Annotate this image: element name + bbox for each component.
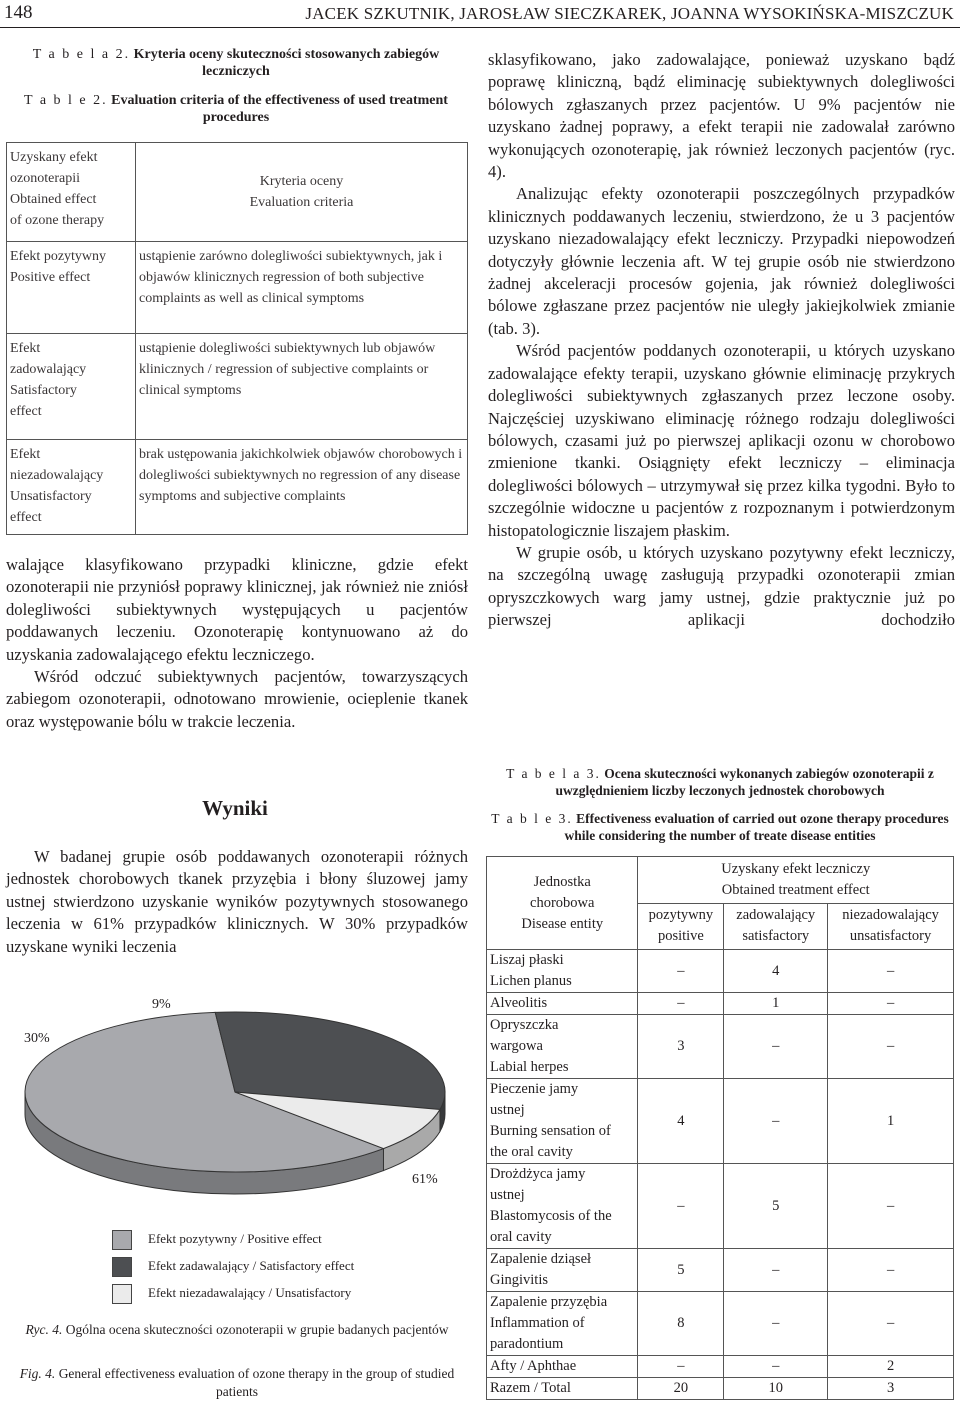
table3-value-cell: – (638, 1356, 724, 1378)
table2-title-pl: Kryteria oceny skuteczności stosowanych zabiegów leczniczych (133, 47, 440, 79)
paragraph: walające klasyfikowano przypadki kliniczne, gdzie efekt ozonoterapii nie przyniósł poprawy klinicznej, jak również nie zniósł dolegliwości subiektywnych występujących u pacjentów poddawanych leczeniu. Ozonoterapię kontynuowano aż do uzyskania zadowalającego efektu leczniczego. (6, 555, 468, 664)
table3-value-cell: 4 (724, 950, 828, 993)
table2-effect-cell: Efekt pozytywny Positive effect (7, 242, 136, 334)
table3-value-cell: – (638, 1164, 724, 1249)
left-text-block (6, 554, 468, 733)
table-row (487, 950, 954, 993)
paragraph: W badanej grupie osób poddawanych ozonoterapii różnych jednostek chorobowych tkanek przyzębia i błony śluzowej jamy ustnej stwierdzono uzyskanie wyników pozytywnych stosowanego leczenia w 61% przypadków klinicznych. W 30% przypadków uzyskane wyniki leczenia (6, 847, 468, 956)
pie-chart (0, 980, 470, 1210)
table2-effect-cell: Efekt zadowalający Satisfactory effect (7, 334, 136, 440)
table-row (7, 334, 468, 440)
table3-value-cell: 20 (638, 1378, 724, 1400)
pie-marks (25, 1012, 445, 1194)
table2-label-en: T a b l e 2. (24, 93, 108, 108)
table3-entity-cell: Zapalenie dziąseł Gingivitis (487, 1249, 638, 1292)
section-title-results: Wyniki (202, 796, 268, 820)
table2-label-pl: T a b e l a 2. (32, 47, 131, 62)
table3-entity-cell: Liszaj płaski Lichen planus (487, 950, 638, 993)
figure-label-pl: Ryc. 4. (25, 1322, 63, 1337)
running-header-authors: JACEK SZKUTNIK, JAROSŁAW SIECZKAREK, JOANNA WYSOKIŃSKA-MISZCZUK (305, 4, 954, 23)
table3-value-cell: – (724, 1015, 828, 1079)
table3-value-cell: 5 (638, 1249, 724, 1292)
table-row (487, 993, 954, 1015)
table2-header-row (7, 143, 468, 242)
table2-title-en: Evaluation criteria of the effectiveness of used treatment procedures (111, 93, 448, 125)
table3-value-cell: – (638, 950, 724, 993)
table-row (487, 1164, 954, 1249)
table3-value-cell: – (828, 1015, 954, 1079)
table3-value-cell: – (828, 950, 954, 993)
table3-value-cell: 3 (638, 1015, 724, 1079)
table3-value-cell: 5 (724, 1164, 828, 1249)
table3-effect-header: Uzyskany efekt leczniczy Obtained treatment effect (638, 857, 954, 904)
table3-value-cell: 3 (828, 1378, 954, 1400)
pie-label-positive: 61% (412, 1172, 438, 1187)
figure-caption-en: Fig. 4. General effectiveness evaluation of ozone therapy in the group of studied patients (19, 1366, 455, 1399)
table3-entity-cell: Opryszczka wargowa Labial herpes (487, 1015, 638, 1079)
table3-body (487, 950, 954, 1400)
table2-col2-header: Kryteria oceny Evaluation criteria (136, 143, 468, 242)
paragraph: sklasyfikowano, jako zadowalające, ponieważ uzyskano bądź poprawę kliniczną, bądź eliminację subiektywnych dolegliwości bólowych zgłaszanych przez pacjentów. U 9% pacjentów nie uzyskano żadnej poprawy, a efekt terapii nie zadowalał zarówno wykonujących ozonoterapię, jak również leczonych pacjentów (ryc. 4). (488, 50, 955, 182)
page-number: 148 (4, 2, 33, 23)
pie-label-satisfactory: 30% (24, 1031, 50, 1046)
table3-subheader-unsatisfactory: niezadowalający unsatisfactory (828, 903, 954, 950)
paragraph: Analizując efekty ozonoterapii poszczególnych przypadków klinicznych poddawanych leczeniu, stwierdzono, że u 3 pacjentów uzyskano niezadowalający efekt leczniczy. Przypadki niepowodzeń dotyczyły głównie leczenia aft. W tej grupie osób nie stwierdzono żadnej akceleracji procesów gojenia, jak również dolegliwości bólowe zgłaszane przez pacjentów nie uległy jakiejkolwiek zmianie (tab. 3). (488, 184, 955, 338)
table-row (487, 1378, 954, 1400)
legend-swatch-positive (112, 1230, 132, 1250)
table3-header-row (487, 857, 954, 904)
table2 (6, 142, 468, 535)
legend-text-positive: Efekt pozytywny / Positive effect (148, 1231, 322, 1246)
table-row (487, 1015, 954, 1079)
table3-entity-cell: Zapalenie przyzębia Inflammation of paradontium (487, 1292, 638, 1356)
table3-subheader-positive: pozytywny positive (638, 903, 724, 950)
table2-criteria-cell: ustąpienie zarówno dolegliwości subiektywnych, jak i objawów klinicznych regression of both subjective complaints as well as clinical symptoms (136, 242, 468, 334)
table3-entity-cell: Drożdżyca jamy ustnej Blastomycosis of the oral cavity (487, 1164, 638, 1249)
table3-value-cell: – (828, 1249, 954, 1292)
table3-label-en: T a b l e 3. (491, 811, 573, 826)
legend-swatch-satisfactory (112, 1257, 132, 1277)
table3-label-pl: T a b e l a 3. (506, 766, 601, 781)
table2-criteria-cell: brak ustępowania jakichkolwiek objawów chorobowych i dolegliwości subiektywnych no regression of any disease symptoms and subjective complaints (136, 440, 468, 535)
table3-value-cell: – (828, 1164, 954, 1249)
table-row (7, 440, 468, 535)
paragraph: W grupie osób, u których uzyskano pozytywny efekt leczniczy, na szczególną uwagę zasługują przypadki ozonoterapii zmian opryszczkowych warg jamy ustnej, gdzie praktycznie już po pierwszej aplikacji dochodziło (488, 542, 955, 630)
table2-caption-pl (6, 46, 466, 80)
table-row (7, 242, 468, 334)
table3-value-cell: 4 (638, 1079, 724, 1164)
paragraph: Wśród pacjentów poddanych ozonoterapii, u których uzyskano zadowalające efekty terapii, uzyskano głównie eliminację przykrych dolegliwości subiektywnych zgłaszanych przez leczone osoby. Najczęściej uzyskiwano eliminację różnego rodzaju dolegliwości bólowych, czasami już po pierwszej aplikacji ozonu w chorobowo zmienione tkanki. Osiągnięty efekt leczniczy – eliminacja dolegliwości bólowych – utrzymywał się przez kilka tygodni. Było to szczególnie widoczne u pacjentów z rozpoznanym i potwierdzonym histopatologicznie liszajem płaskim. (488, 341, 955, 540)
table-row (487, 1249, 954, 1292)
legend-swatch-unsatisfactory (112, 1284, 132, 1304)
right-text-block (488, 49, 955, 632)
table3-value-cell: – (828, 1292, 954, 1356)
table-row (487, 1079, 954, 1164)
header-rule (0, 27, 960, 28)
pie-label-unsatisfactory: 9% (152, 997, 171, 1012)
table3-caption-en: T a b l e 3. Effectiveness evaluation of carried out ozone therapy procedures while considering the number of treate disease entities (491, 811, 949, 843)
table-row (487, 1356, 954, 1378)
table3-value-cell: – (638, 993, 724, 1015)
table2-col1-header: Uzyskany efekt ozonoterapii Obtained effect of ozone therapy (7, 143, 136, 242)
table3-value-cell: 1 (724, 993, 828, 1015)
table2-caption-en (6, 92, 466, 126)
table3-value-cell: 10 (724, 1378, 828, 1400)
table3-value-cell: 2 (828, 1356, 954, 1378)
table3-value-cell: – (724, 1356, 828, 1378)
table3-caption-pl: T a b e l a 3. Ocena skuteczności wykonanych zabiegów ozonoterapii z uwzględnieniem liczby leczonych jednostek chorobowych (506, 766, 934, 798)
table3-entity-cell: Alveolitis (487, 993, 638, 1015)
table3 (486, 856, 954, 1400)
table2-effect-cell: Efekt niezadowalający Unsatisfactory effect (7, 440, 136, 535)
table3-entity-cell: Afty / Aphthae (487, 1356, 638, 1378)
table-row (487, 1292, 954, 1356)
table3-entity-header: Jednostka chorobowa Disease entity (487, 857, 638, 950)
results-text-block (6, 846, 468, 958)
legend-text-satisfactory: Efekt zadawalający / Satisfactory effect (148, 1258, 355, 1273)
table2-criteria-cell: ustąpienie dolegliwości subiektywnych lub objawów klinicznych / regression of subjective complaints or clinical symptoms (136, 334, 468, 440)
table3-value-cell: – (724, 1079, 828, 1164)
table3-value-cell: – (724, 1292, 828, 1356)
table3-value-cell: 8 (638, 1292, 724, 1356)
figure-caption-pl: Ryc. 4. Ogólna ocena skuteczności ozonoterapii w grupie badanych pacjentów (25, 1322, 449, 1337)
table3-value-cell: – (724, 1249, 828, 1292)
paragraph: Wśród odczuć subiektywnych pacjentów, towarzyszących zabiegom ozonoterapii, odnotowano mrowienie, ocieplenie tkanek oraz występowanie bólu w trakcie leczenia. (6, 667, 468, 731)
figure-label-en: Fig. 4. (19, 1366, 56, 1381)
legend-text-unsatisfactory: Efekt niezadawalający / Unsatisfactory (148, 1285, 352, 1300)
table3-entity-cell: Pieczenie jamy ustnej Burning sensation of the oral cavity (487, 1079, 638, 1164)
table3-subheader-satisfactory: zadowalający satisfactory (724, 903, 828, 950)
table3-entity-cell: Razem / Total (487, 1378, 638, 1400)
table3-value-cell: 1 (828, 1079, 954, 1164)
table3-value-cell: – (828, 993, 954, 1015)
